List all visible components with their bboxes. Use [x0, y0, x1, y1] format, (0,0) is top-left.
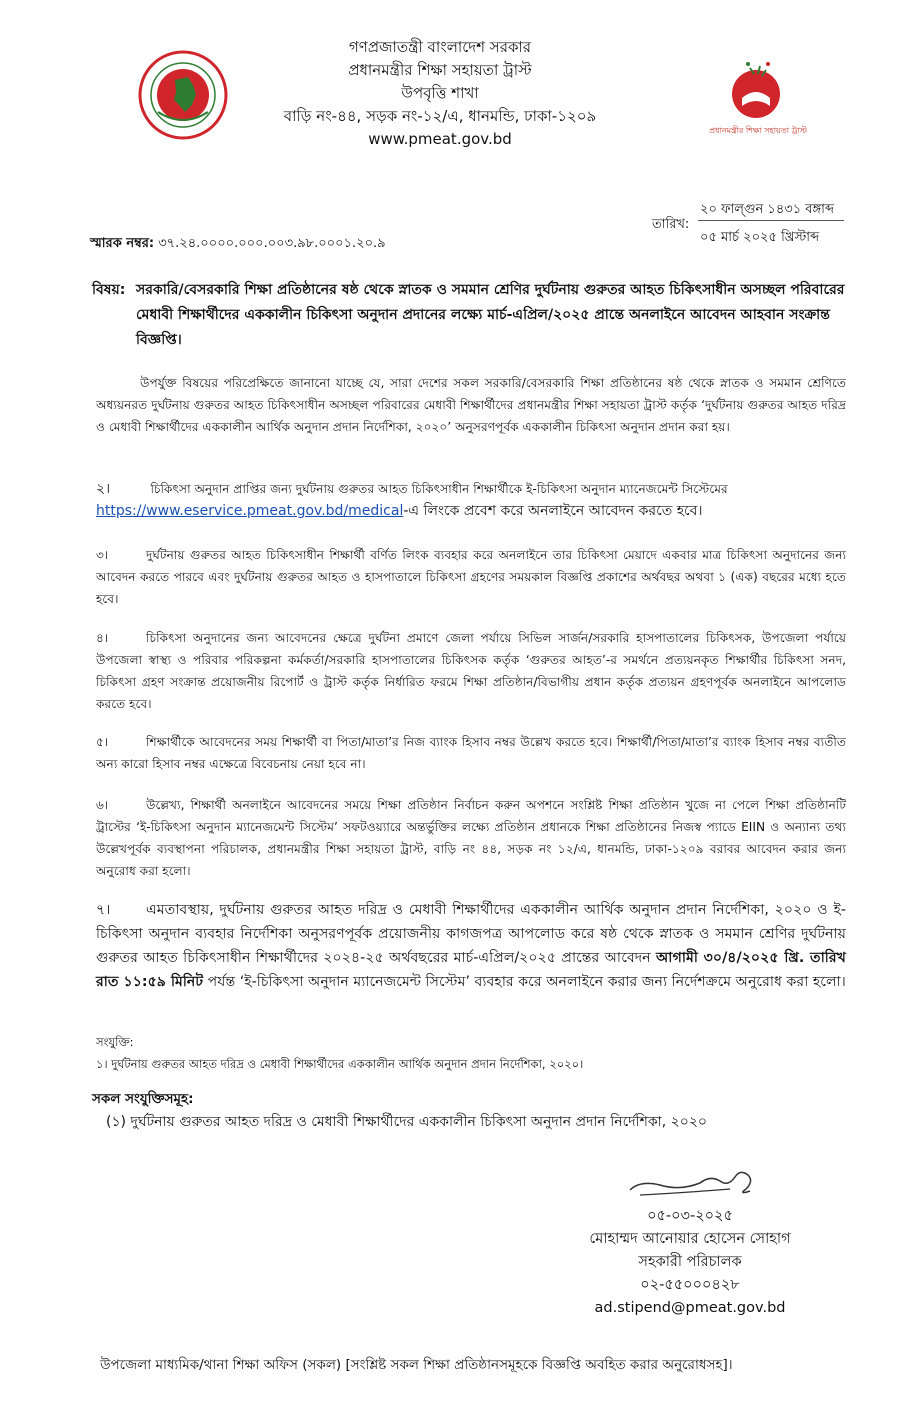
paragraph-7-text: এমতাবস্থায়, দুর্ঘটনায় গুরুতর আহত দরিদ্র ও মেধাবী শিক্ষার্থীদের এককালীন আর্থিক অনুদান প্রদান নির্দেশিকা, ২০২০ ও ই-চিকিৎসা অনুদান ব্যবহার নির্দেশিকা অনুসরণপূর্বক প্রয়োজনীয় কাগজপত্র আপলোড করে ষষ্ঠ থেকে স্নাতক ও সমমান শ্রেণির দুর্ঘটনায় গুরুতর আহত চিকিৎসাধীন শিক্ষার্থীদের ২০২৪-২৫ অর্থবছরের মার্চ-এপ্রিল/২০২৫ প্রান্তের আবেদন — [96, 902, 846, 966]
deadline-text: আগামী ৩০/৪/২০২৫ খ্রি. তারিখ রাত ১১:৫৯ মিনিট — [96, 950, 846, 990]
paragraph-2-text: চিকিৎসা অনুদান প্রাপ্তির জন্য দুর্ঘটনায় গুরুতর আহত চিকিৎসাধীন শিক্ষার্থীকে ই-চিকিৎসা অনুদান ম্যানেজমেন্ট সিস্টেমের — [150, 482, 728, 496]
paragraph-number: ৫। — [96, 735, 109, 749]
signatory-designation: সহকারী পরিচালক — [638, 1254, 742, 1270]
date-bangla: ২০ ফাল্গুন ১৪৩১ বঙ্গাব্দ — [700, 202, 835, 217]
trust-logo — [720, 56, 792, 128]
paragraph-4 — [96, 627, 846, 715]
paragraph-2-text-end: -এ লিংকে প্রবেশ করে অনলাইনে আবেদন করতে হবে। — [403, 503, 703, 519]
paragraph-number: ২। — [96, 481, 111, 497]
paragraph-5 — [96, 731, 846, 775]
signatory-block — [560, 1205, 820, 1320]
government-seal-logo — [138, 50, 228, 140]
paragraph-3-text: দুর্ঘটনায় গুরুতর আহত চিকিৎসাধীন শিক্ষার্থী বর্ণিত লিংক ব্যবহার করে অনলাইনে তার চিকিৎসা মেয়াদে একবার মাত্র চিকিৎসা অনুদানের জন্য আবেদন করতে পারবে এবং দুর্ঘটনায় গুরুতর আহত ও হাসপাতালে চিকিৎসা গ্রহণের সময়কাল বিজ্ঞপ্তি প্রকাশের অর্থবছর অথবা ১ (এক) বছরের মধ্যে হতে হবে। — [96, 548, 846, 606]
header-line-trust: প্রধানমন্ত্রীর শিক্ষা সহায়তা ট্রাস্ট — [348, 61, 532, 79]
header-line-address: বাড়ি নং-৪৪, সড়ক নং-১২/এ, ধানমন্ডি, ঢাকা-১২০৯ — [283, 107, 597, 125]
subject-label: বিষয়: — [92, 282, 126, 298]
signatory-phone: ০২-৫৫০০০৪২৮ — [640, 1277, 740, 1293]
header-line-branch: উপবৃত্তি শাখা — [401, 84, 479, 102]
letterhead — [230, 36, 650, 151]
recipient: উপজেলা মাধ্যমিক/থানা শিক্ষা অফিস (সকল) [সংশ্লিষ্ট সকল শিক্ষা প্রতিষ্ঠানসমূহকে বিজ্ঞপ্তি অবহিত করার অনুরোধসহ]। — [100, 1357, 733, 1373]
paragraph-7 — [96, 898, 846, 994]
paragraph-7-text-end: পর্যন্ত ‘ই-চিকিৎসা অনুদান ম্যানেজমেন্ট সিস্টেম’ ব্যবহার করে অনলাইনে করার জন্য নির্দেশক্রমে অনুরোধ করা হলো। — [207, 974, 846, 990]
signature-date: ০৫-০৩-২০২৫ — [647, 1208, 733, 1224]
paragraph-number: ৭। — [96, 902, 111, 918]
header-line-website: www.pmeat.gov.bd — [368, 130, 512, 148]
paragraph-number: ৬। — [96, 798, 109, 812]
all-attachments-heading: সকল সংযুক্তিসমূহ: — [92, 1091, 194, 1107]
paragraph-6-text: উল্লেখ্য, শিক্ষার্থী অনলাইনে আবেদনের সময়ে শিক্ষা প্রতিষ্ঠান নির্বাচন করুন অপশনে সংশ্লিষ্ট শিক্ষা প্রতিষ্ঠান খুজে না পেলে শিক্ষা প্রতিষ্ঠানটি ট্রাস্টের ‘ই-চিকিৎসা অনুদান ম্যানেজমেন্ট সিস্টেম’ সফটওয়্যারে অন্তর্ভুক্তির লক্ষ্যে প্রতিষ্ঠান প্রধানকে শিক্ষা প্রতিষ্ঠানের নিজস্ব প্যাডে EIIN ও অন্যান্য তথ্য উল্লেখপূর্বক ব্যবস্থাপনা পরিচালক, প্রধানমন্ত্রীর শিক্ষা সহায়তা ট্রাস্ট, বাড়ি নং ৪৪, সড়ক নং ১২/এ, ধানমন্ডি, ঢাকা-১২০৯ বরাবর আবেদন করার জন্য অনুরোধ করা হলো। — [96, 798, 846, 878]
memo-value: ৩৭.২৪.০০০০.০০০.০০৩.৯৮.০০০১.২০.৯ — [158, 236, 386, 251]
signatory-email[interactable]: ad.stipend@pmeat.gov.bd — [594, 1300, 786, 1316]
subject-text: সরকারি/বেসরকারি শিক্ষা প্রতিষ্ঠানের ষষ্ঠ থেকে স্নাতক ও সমমান শ্রেণির দুর্ঘটনায় গুরুতর আহত চিকিৎসাধীন অসচ্ছল পরিবারের মেধাবী শিক্ষার্থীদের এককালীন চিকিৎসা অনুদান প্রদানের লক্ষ্যে মার্চ-এপ্রিল/২০২৫ প্রান্তে অনলাইনে আবেদন আহবান সংক্রান্ত বিজ্ঞপ্তি। — [136, 282, 845, 348]
enclosure-item: ১। দুর্ঘটনায় গুরুতর আহত দরিদ্র ও মেধাবী শিক্ষার্থীদের এককালীন আর্থিক অনুদান প্রদান নির্দেশিকা, ২০২০। — [96, 1057, 584, 1071]
paragraph-6 — [96, 794, 846, 882]
date-label: তারিখ: — [652, 217, 690, 232]
signatory-name: মোহাম্মদ আনোয়ার হোসেন সোহাগ — [589, 1231, 791, 1247]
memo-label: স্মারক নম্বর: — [90, 236, 155, 251]
date-english: ০৫ মার্চ ২০২৫ খ্রিস্টাব্দ — [700, 230, 820, 245]
paragraph-1: উপর্যুক্ত বিষয়ের পরিপ্রেক্ষিতে জানানো যাচ্ছে যে, সারা দেশের সকল সরকারি/বেসরকারি শিক্ষা প্রতিষ্ঠানের ষষ্ঠ থেকে স্নাতক ও সমমান শ্রেণিতে অধ্যয়নরত দুর্ঘটনায় গুরুতর আহত চিকিৎসাধীন অসচ্ছল পরিবারের মেধাবী শিক্ষার্থীদের প্রধানমন্ত্রীর শিক্ষা সহায়তা ট্রাস্ট কর্তৃক ‘দুর্ঘটনায় গুরুতর আহত দরিদ্র ও মেধাবী শিক্ষার্থীদের এককালীন আর্থিক অনুদান প্রদান নির্দেশিকা, ২০২০’ অনুসরণপূর্বক এককালীন চিকিৎসা অনুদান প্রদান করা হয়। — [96, 376, 846, 434]
paragraph-number: ৩। — [96, 548, 109, 562]
header-line-government: গণপ্রজাতন্ত্রী বাংলাদেশ সরকার — [348, 38, 532, 56]
attachment-item[interactable]: (১) দুর্ঘটনায় গুরুতর আহত দরিদ্র ও মেধাবী শিক্ষার্থীদের এককালীন চিকিৎসা অনুদান প্রদান নির্দেশিকা, ২০২০ — [106, 1114, 708, 1130]
medical-portal-link[interactable]: https://www.eservice.pmeat.gov.bd/medical — [96, 503, 404, 519]
date-divider — [698, 220, 844, 221]
enclosure-heading: সংযুক্তি: — [96, 1035, 134, 1049]
paragraph-4-text: চিকিৎসা অনুদানের জন্য আবেদনের ক্ষেত্রে দুর্ঘটনা প্রমাণে জেলা পর্যায়ে সিভিল সার্জন/সরকারি হাসপাতালের চিকিৎসক, উপজেলা পর্যায়ে উপজেলা স্বাস্থ্য ও পরিবার পরিকল্পনা কর্মকর্তা/সরকারি হাসপাতালের চিকিৎসক কর্তৃক ‘গুরুতর আহত’-র সমর্থনে প্রত্যয়নকৃত শিক্ষার্থীর চিকিৎসা সনদ, চিকিৎসা গ্রহণ সংক্রান্ত প্রয়োজনীয় রিপোর্ট ও ট্রাস্ট কর্তৃক নির্ধারিত ফরমে শিক্ষা প্রতিষ্ঠান/বিভাগীয় প্রধান কর্তৃক প্রত্যয়ন গ্রহণপূর্বক অনলাইনে আপলোড করতে হবে। — [96, 631, 846, 711]
signature — [620, 1155, 770, 1205]
paragraph-3 — [96, 544, 846, 610]
memo-number — [90, 234, 386, 255]
subject — [92, 278, 847, 348]
paragraph-2 — [96, 478, 846, 522]
paragraph-number: ৪। — [96, 631, 109, 645]
trust-logo-caption: প্রধানমন্ত্রীর শিক্ষা সহায়তা ট্রাস্ট — [709, 126, 807, 135]
paragraph-5-text: শিক্ষার্থীকে আবেদনের সময় শিক্ষার্থী বা পিতা/মাতা’র নিজ ব্যাংক হিসাব নম্বর উল্লেখ করতে হবে। শিক্ষার্থী/পিতা/মাতা’র ব্যাংক হিসাব নম্বর ব্যতীত অন্য কারো হিসাব নম্বর এক্ষেত্রে বিবেচনায় নেয়া হবে না। — [96, 735, 846, 771]
